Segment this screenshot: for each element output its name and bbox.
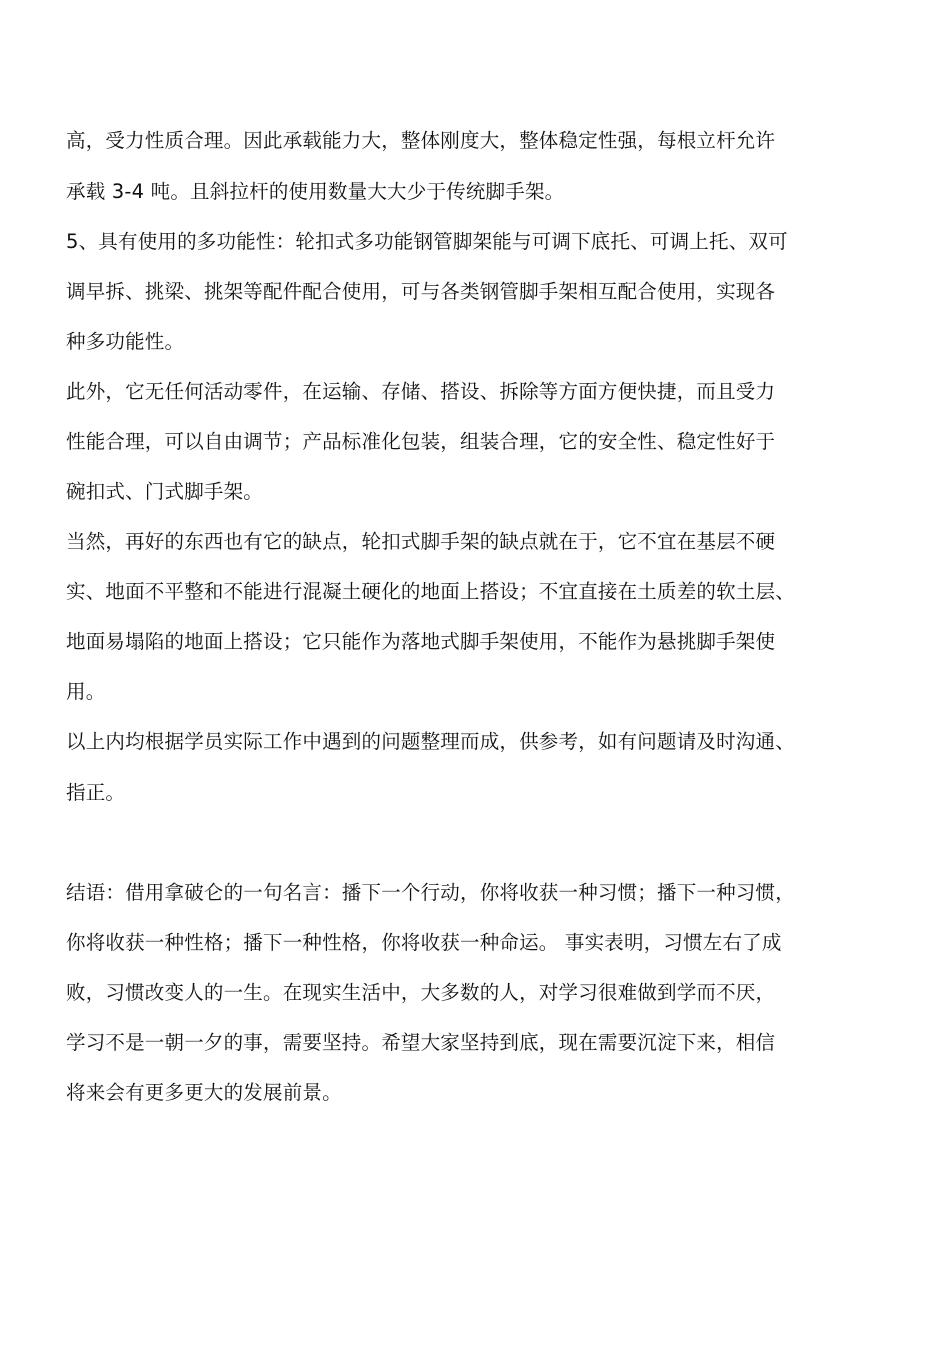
text-line: 当然，再好的东西也有它的缺点，轮扣式脚手架的缺点就在于，它不宜在基层不硬 xyxy=(66,530,776,553)
text-line: 承载 3-4 吨。且斜拉杆的使用数量大大少于传统脚手架。 xyxy=(66,180,565,203)
text-line: 结语：借用拿破仑的一句名言：播下一个行动，你将收获一种习惯；播下一种习惯， xyxy=(66,881,795,904)
text-line: 地面易塌陷的地面上搭设；它只能作为落地式脚手架使用，不能作为悬挑脚手架使 xyxy=(66,630,776,653)
text-line: 指正。 xyxy=(66,781,126,804)
text-line: 以上内均根据学员实际工作中遇到的问题整理而成，供参考，如有问题请及时沟通、 xyxy=(66,730,795,753)
text-line: 你将收获一种性格；播下一种性格，你将收获一种命运。 事实表明，习惯左右了成 xyxy=(66,931,782,954)
text-line: 用。 xyxy=(66,680,106,703)
text-line: 实、地面不平整和不能进行混凝土硬化的地面上搭设；不宜直接在土质差的软土层、 xyxy=(66,580,795,603)
text-line: 调早拆、挑梁、挑架等配件配合使用，可与各类钢管脚手架相互配合使用，实现各 xyxy=(66,280,776,303)
text-line: 种多功能性。 xyxy=(66,330,185,353)
text-line: 碗扣式、门式脚手架。 xyxy=(66,480,264,503)
text-line: 此外，它无任何活动零件，在运输、存储、搭设、拆除等方面方便快捷，而且受力 xyxy=(66,380,776,403)
text-line: 高，受力性质合理。因此承载能力大，整体刚度大，整体稳定性强，每根立杆允许 xyxy=(66,129,776,152)
text-line: 性能合理，可以自由调节；产品标准化包装，组装合理，它的安全性、稳定性好于 xyxy=(66,430,776,453)
text-line: 学习不是一朝一夕的事，需要坚持。希望大家坚持到底，现在需要沉淀下来，相信 xyxy=(66,1031,776,1054)
text-line: 将来会有更多更大的发展前景。 xyxy=(66,1081,342,1104)
text-line: 败，习惯改变人的一生。在现实生活中，大多数的人，对学习很难做到学而不厌， xyxy=(66,981,776,1004)
text-line: 5、具有使用的多功能性：轮扣式多功能钢管脚架能与可调下底托、可调上托、双可 xyxy=(66,230,788,253)
